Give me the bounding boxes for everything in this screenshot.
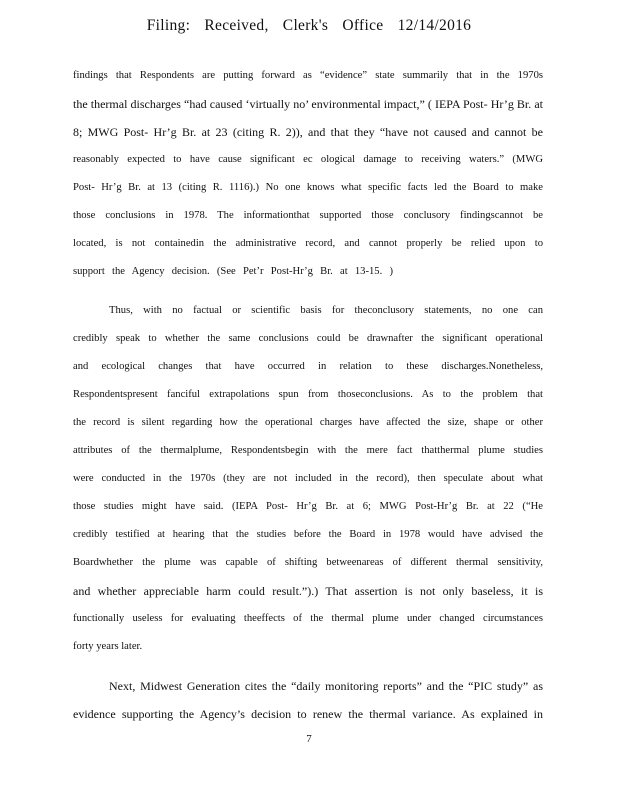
paragraph-1-line-6: those conclusions in 1978. The informationthat supported those conclusory findingscannot be bbox=[73, 210, 543, 221]
paragraph-1-line-2: the thermal discharges “had caused ‘virtually no’ environmental impact,” ( IEPA Post- Hr’g Br. at bbox=[73, 97, 543, 111]
paragraph-2-line-2: credibly speak to whether the same conclusions could be drawnafter the significant operational bbox=[73, 333, 543, 344]
paragraph-2-line-11: and whether appreciable harm could result.”).) That assertion is not only baseless, it is bbox=[73, 584, 543, 598]
filing-stamp-header: Filing: Received, Clerk's Office 12/14/2016 bbox=[146, 17, 472, 34]
paragraph-2-line-13: forty years later. bbox=[73, 641, 143, 652]
page-number: 7 bbox=[306, 733, 312, 745]
paragraph-1-line-5: Post- Hr’g Br. at 13 (citing R. 1116).) No one knows what specific facts led the Board to make bbox=[73, 182, 543, 193]
paragraph-2-line-3: and ecological changes that have occurred in relation to these discharges.Nonetheless, bbox=[73, 361, 543, 372]
paragraph-2-line-12: functionally useless for evaluating theeffects of the thermal plume under changed circumstances bbox=[73, 613, 543, 624]
paragraph-1-line-3: 8; MWG Post- Hr’g Br. at 23 (citing R. 2)), and that they “have not caused and cannot be bbox=[73, 125, 543, 139]
paragraph-2-line-9: credibly testified at hearing that the studies before the Board in 1978 would have advised the bbox=[73, 529, 543, 540]
paragraph-2-line-4: Respondentspresent fanciful extrapolations spun from thoseconclusions. As to the problem that bbox=[73, 389, 543, 400]
paragraph-2-line-1: Thus, with no factual or scientific basis for theconclusory statements, no one can bbox=[109, 305, 543, 316]
paragraph-2-line-6: attributes of the thermalplume, Respondentsbegin with the mere fact thatthermal plume studies bbox=[73, 445, 543, 456]
paragraph-2-line-5: the record is silent regarding how the operational charges have affected the size, shape or other bbox=[73, 417, 543, 428]
paragraph-2-line-8: those studies might have said. (IEPA Post- Hr’g Br. at 6; MWG Post-Hr’g Br. at 22 (“He bbox=[73, 501, 543, 512]
paragraph-1-line-1: findings that Respondents are putting forward as “evidence” state summarily that in the 1970s bbox=[73, 70, 543, 81]
paragraph-1-line-8: support the Agency decision. (See Pet’r Post-Hr’g Br. at 13-15. ) bbox=[73, 266, 393, 277]
paragraph-1-line-7: located, is not containedin the administrative record, and cannot properly be relied upon to bbox=[73, 238, 543, 249]
paragraph-2-line-10: Boardwhether the plume was capable of shifting betweenareas of different thermal sensitivity, bbox=[73, 557, 543, 568]
paragraph-3-line-2: evidence supporting the Agency’s decision to renew the thermal variance. As explained in bbox=[73, 707, 543, 721]
paragraph-2-line-7: were conducted in the 1970s (they are not included in the record), then speculate about what bbox=[73, 473, 543, 484]
paragraph-3-line-1: Next, Midwest Generation cites the “daily monitoring reports” and the “PIC study” as bbox=[109, 679, 543, 693]
paragraph-1-line-4: reasonably expected to have cause significant ec ological damage to receiving waters.” (MWG bbox=[73, 154, 543, 165]
